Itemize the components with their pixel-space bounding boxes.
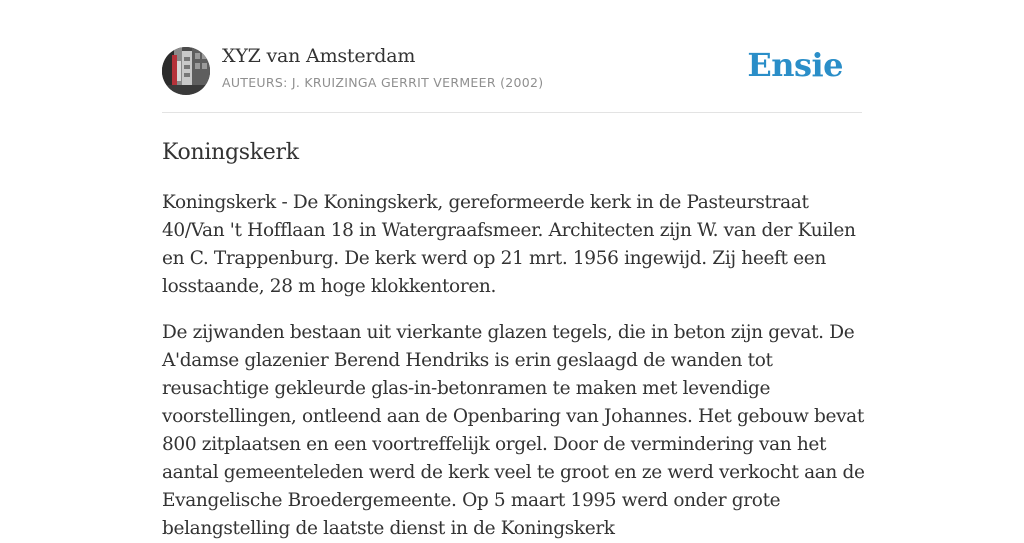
article-paragraph: De zijwanden bestaan uit vierkante glazen tegels, die in beton zijn gevat. De A'damse glazenier Berend Hendriks is erin geslaagd de wanden tot reusachtige gekleurde glas-in-betonramen te maken met levendige voorstellingen, ontleend aan de Openbaring van Johannes. Het gebouw bevat 800 zitplaatsen en een voortreffelijk orgel. Door de vermindering van het aantal gemeenteleden werd de kerk veel te groot en ze werd verkocht aan de Evangelische Broedergemeente. Op 5 maart 1995 werd onder grote belangstelling de laatste dienst in de Koningskerk <box>162 322 865 539</box>
ensie-logo[interactable]: Ensie <box>747 46 843 84</box>
article-page <box>162 0 865 543</box>
source-avatar[interactable] <box>162 47 210 95</box>
source-title[interactable]: XYZ van Amsterdam <box>222 45 416 67</box>
amsterdam-street-photo-icon <box>162 47 210 95</box>
source-header <box>162 0 862 113</box>
authors-line: AUTEURS: J. KRUIZINGA GERRIT VERMEER (2002) <box>222 75 544 90</box>
article-title: Koningskerk <box>162 140 299 165</box>
article-paragraph: Koningskerk - De Koningskerk, gereformeerde kerk in de Pasteurstraat 40/Van 't Hofflaan 18 in Watergraafsmeer. Architecten zijn W. van der Kuilen en C. Trappenburg. De kerk werd op 21 mrt. 1956 ingewijd. Zij heeft een losstaande, 28 m hoge klokkentoren. <box>162 192 856 297</box>
